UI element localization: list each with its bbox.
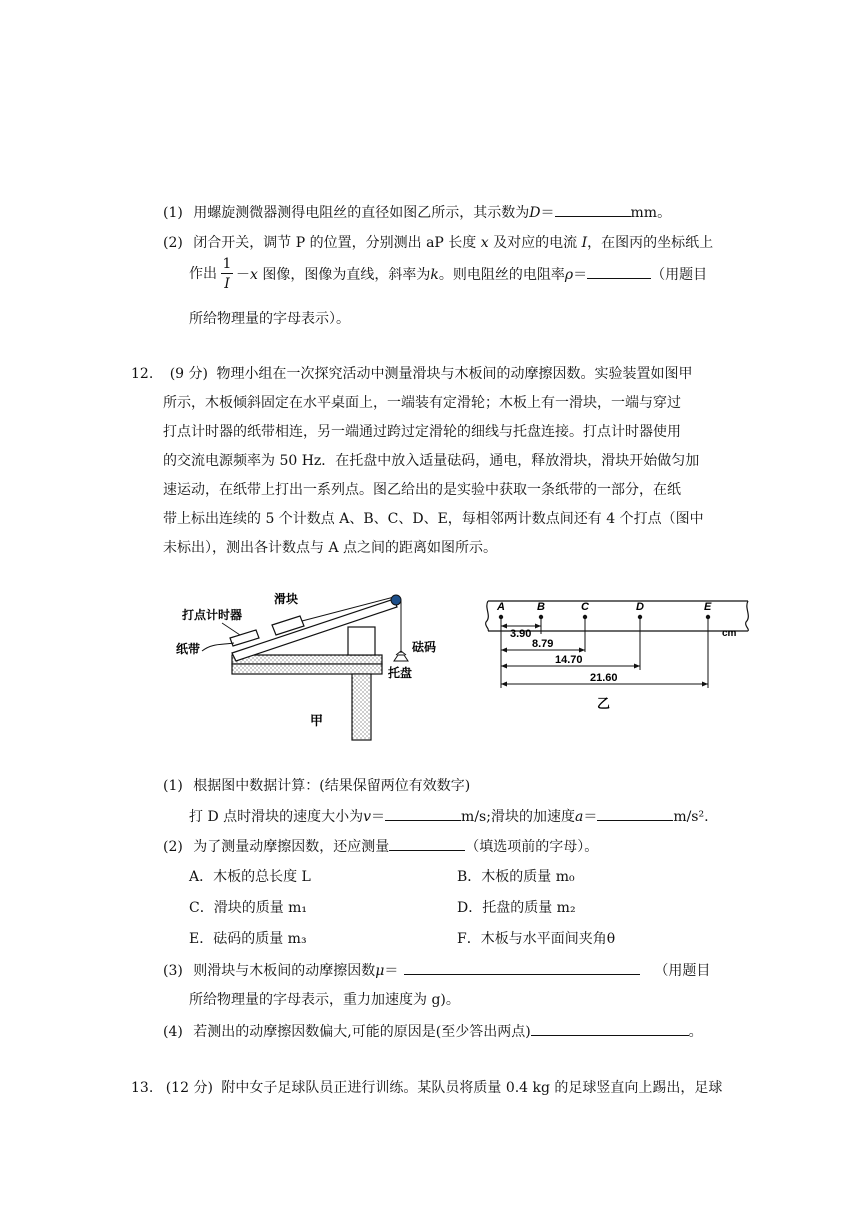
table-top-lower (232, 664, 382, 674)
arrow-AD-right (634, 664, 640, 669)
q11-frac-numerator: 1 (222, 256, 232, 272)
q12-option-E: E．砝码的质量 m₃ (189, 931, 307, 947)
q11-frac-bar (221, 273, 233, 274)
tape-unit: cm (722, 628, 737, 639)
q13-number: 13. (131, 1080, 154, 1096)
q13-line (131, 1078, 722, 1098)
q12-part1-text: 根据图中数据计算：(结果保留两位有效数字) (193, 778, 471, 794)
q12-line-0: 物理小组在一次探究活动中测量滑块与木板间的动摩擦因数。实验装置如图甲 (216, 366, 693, 382)
q12-part4-tail: 。 (688, 1024, 703, 1040)
q11-part2-var-I: I (581, 235, 588, 251)
q12-part3-line2: 所给物理量的字母表示，重力加速度为 g)。 (189, 992, 460, 1008)
q12-part4-text: 若测出的动摩擦因数偏大,可能的原因是(至少答出两点) (193, 1024, 531, 1040)
q11-part2-tail: （用题目 (651, 267, 708, 283)
q12-part2-line (163, 836, 598, 857)
q12-line-4: 速运动，在纸带上打出一系列点。图乙给出的是实验中获取一条纸带的一部分，在纸 (163, 482, 681, 498)
dist-AD: 14.70 (555, 654, 583, 666)
q11-part1-var-D: D (529, 205, 541, 221)
q12-blank-v[interactable] (385, 806, 461, 821)
q12-line-6: 未标出），测出各计数点与 A 点之间的距离如图所示。 (163, 540, 498, 556)
q11-part2-text-b: 及对应的电流 (493, 235, 578, 251)
q12-part2-num: (2) (163, 839, 183, 855)
q11-part2-text-c: ，在图丙的坐标纸上 (587, 235, 714, 251)
q12-option-B: B．木板的质量 m₀ (457, 869, 575, 885)
q11-part1-blank[interactable] (555, 202, 631, 217)
q12-part3-line1 (163, 960, 710, 981)
q12-number: 12. (131, 366, 154, 382)
paper-tape (202, 643, 234, 651)
q11-part2-line2b (236, 264, 707, 285)
tape-left-break (486, 601, 489, 631)
q13-score: (12 分) (165, 1080, 213, 1096)
label-weight: 砝码 (412, 640, 437, 654)
caption-jia: 甲 (310, 713, 324, 728)
q12-part1-line1 (163, 776, 470, 796)
pulley (391, 595, 401, 605)
q12-line-3: 的交流电源频率为 50 Hz．在托盘中放入适量砝码，通电，释放滑块，滑块开始做匀加 (163, 453, 700, 469)
timer (230, 630, 259, 646)
q11-part2-line2 (189, 264, 217, 284)
tray-string-2 (401, 651, 406, 655)
tray (394, 655, 408, 661)
q12-part2-text: 为了测量动摩擦因数，还应测量 (193, 839, 390, 855)
q11-part2-num: (2) (163, 235, 183, 251)
q11-part2-eq: ＝ (573, 267, 588, 283)
table-leg (352, 674, 371, 740)
q12-var-v: v (363, 809, 372, 825)
support-block (348, 627, 375, 655)
q12-part3-text: 则滑块与木板间的动摩擦因数 (193, 963, 376, 979)
arrow-AE-left (501, 682, 507, 687)
q11-part2-var-rho: ρ (564, 267, 574, 283)
q11-frac-denominator: I (224, 276, 230, 292)
arrow-AD-left (501, 664, 507, 669)
q11-part1 (163, 202, 671, 223)
q12-blank-a[interactable] (597, 806, 673, 821)
label-tape: 纸带 (176, 642, 201, 656)
arrow-AC-right (579, 648, 585, 653)
timer-leader (222, 623, 240, 635)
q12-var-a: a (574, 809, 584, 825)
q12-part3-num: (3) (163, 963, 183, 979)
q12-part4-line (163, 1021, 703, 1042)
q12-part1-line2 (189, 806, 709, 827)
q12-part3-tail: （用题目 (654, 963, 711, 979)
q11-part1-eq: ＝ (540, 205, 555, 221)
q12-part4-num: (4) (163, 1024, 183, 1040)
q11-part2-line2-a: 图像，图像为直线，斜率为 (262, 267, 431, 283)
q12-part2-blank[interactable] (389, 836, 465, 851)
point-label-D: D (636, 601, 644, 613)
point-label-B: B (537, 601, 545, 613)
arrow-AC-left (501, 648, 507, 653)
q11-part2-line2-b: 。则电阻丝的电阻率 (438, 267, 565, 283)
label-timer: 打点计时器 (182, 608, 243, 622)
q11-part2-blank[interactable] (587, 264, 651, 279)
q12-unit-v: m/s;滑块的加速度 (461, 809, 575, 825)
figure-apparatus (160, 585, 437, 745)
dist-AC: 8.79 (532, 638, 554, 650)
q12-score: (9 分) (169, 366, 208, 382)
q11-part1-text: 用螺旋测微器测得电阻丝的直径如图乙所示，其示数为 (193, 205, 530, 221)
tray-string (396, 651, 401, 655)
q11-part2-line3: 所给物理量的字母表示）。 (189, 311, 350, 327)
q11-part1-unit: mm。 (630, 205, 672, 221)
q12-eq-mu: ＝ (384, 963, 399, 979)
q12-eq-v: ＝ (371, 809, 386, 825)
point-label-C: C (581, 601, 589, 613)
q11-part2-minus: － (236, 267, 250, 283)
arrow-AE-right (702, 682, 708, 687)
figure-tape (480, 588, 760, 718)
table-top (232, 655, 382, 664)
q11-part2-line1 (163, 233, 713, 253)
q12-unit-a: m/s². (673, 809, 709, 825)
label-tray: 托盘 (388, 666, 413, 680)
q11-part2-pre: 作出 (189, 266, 217, 282)
q12-part3-blank[interactable] (404, 960, 640, 975)
q12-part1-num: (1) (163, 778, 183, 794)
q12-part4-blank[interactable] (531, 1021, 689, 1036)
point-label-A: A (497, 601, 505, 613)
arrow-AB-left (501, 624, 507, 629)
dist-AE: 21.60 (590, 672, 618, 684)
q12-line-2: 打点计时器的纸带相连，另一端通过跨过定滑轮的细线与托盘连接。打点计时器使用 (163, 424, 681, 440)
q12-line-5: 带上标出连续的 5 个计数点 A、B、C、D、E，每相邻两计数点间还有 4 个打点（图中 (163, 511, 704, 527)
q11-part1-num: (1) (163, 205, 183, 221)
q12-var-mu: μ (375, 963, 385, 979)
q13-text: 附中女子足球队员正进行训练。某队员将质量 0.4 kg 的足球竖直向上踢出，足球 (221, 1080, 723, 1096)
q11-part2-var-k: k (430, 267, 439, 283)
label-slider: 滑块 (274, 592, 299, 606)
q12-eq-a: ＝ (583, 809, 598, 825)
dist-AB: 3.90 (510, 628, 532, 640)
q12-option-F: F．木板与水平面间夹角θ (457, 931, 616, 947)
q12-option-A: A．木板的总长度 L (189, 869, 311, 885)
q12-option-D: D．托盘的质量 m₂ (457, 900, 576, 916)
caption-yi: 乙 (597, 696, 611, 711)
q11-part2-text-a: 闭合开关，调节 P 的位置，分别测出 aP 长度 (193, 235, 477, 251)
q12-part1-line2-a: 打 D 点时滑块的速度大小为 (189, 809, 364, 825)
q11-part2-var-x: x (480, 235, 489, 251)
arrow-AB-right (535, 624, 541, 629)
q12-line-1: 所示，木板倾斜固定在水平桌面上，一端装有定滑轮；木板上有一滑块，一端与穿过 (163, 395, 681, 411)
q12-option-C: C．滑块的质量 m₁ (189, 900, 308, 916)
q12-part2-tail: （填选项前的字母）。 (465, 839, 599, 855)
q12-header (131, 364, 692, 384)
q11-part2-var-x2: x (250, 267, 258, 283)
point-label-E: E (704, 601, 712, 613)
tape-right-break (746, 601, 749, 631)
